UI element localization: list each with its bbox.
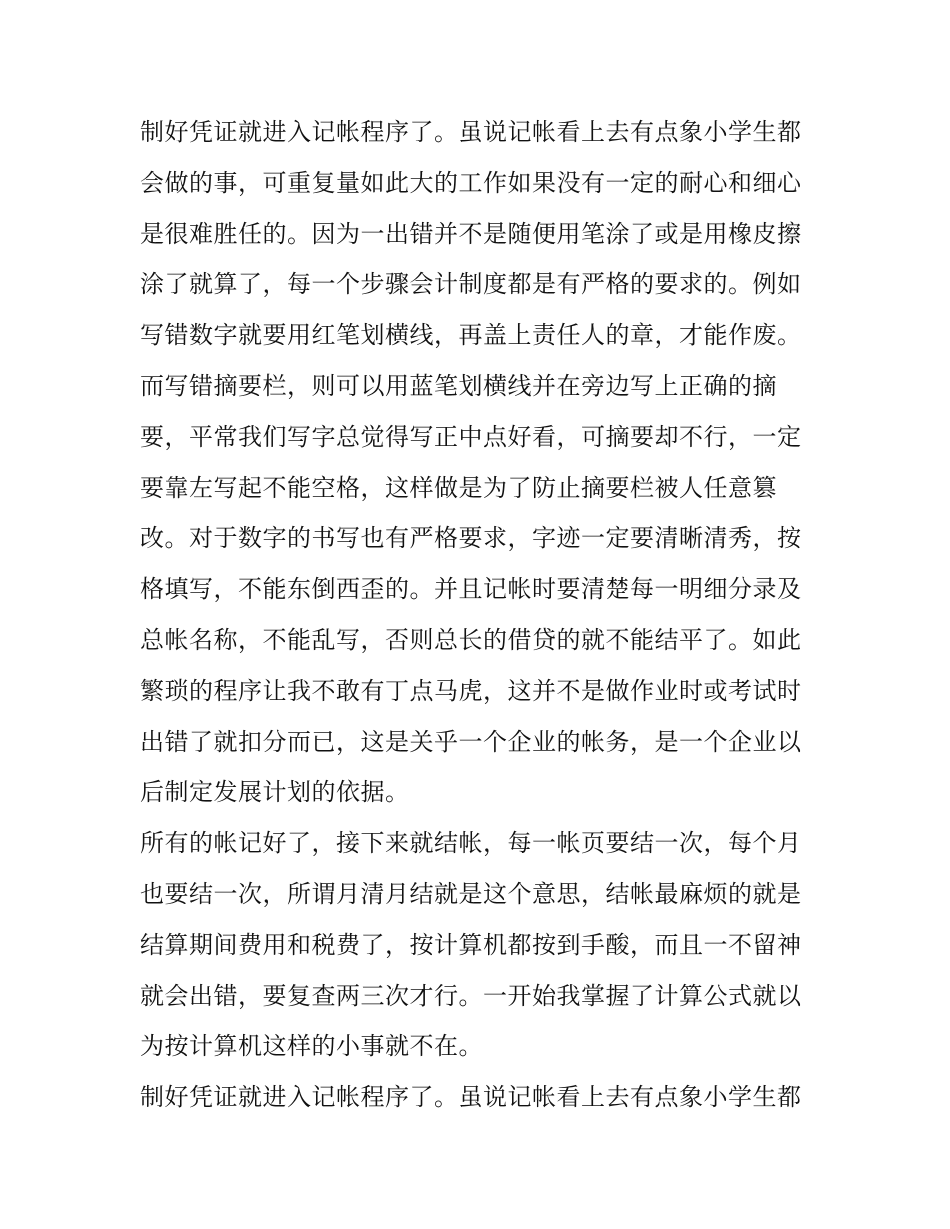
text-line: 制好凭证就进入记帐程序了。虽说记帐看上去有点象小学生都 bbox=[140, 118, 802, 146]
text-line: 所有的帐记好了，接下来就结帐，每一帐页要结一次，每个月 bbox=[140, 829, 802, 858]
text-line: 而写错摘要栏，则可以用蓝笔划横线并在旁边写上正确的摘 bbox=[140, 371, 777, 400]
text-line: 是很难胜任的。因为一出错并不是随便用笔涂了或是用橡皮擦 bbox=[140, 219, 802, 248]
document-body bbox=[140, 107, 820, 1123]
text-line: 就会出错，要复查两三次才行。一开始我掌握了计算公式就以 bbox=[140, 981, 802, 1010]
text-line: 格填写，不能东倒西歪的。并且记帐时要清楚每一明细分录及 bbox=[140, 575, 802, 604]
text-line: 也要结一次，所谓月清月结就是这个意思，结帐最麻烦的就是 bbox=[140, 879, 802, 908]
text-line: 要，平常我们写字总觉得写正中点好看，可摘要却不行，一定 bbox=[140, 422, 802, 451]
text-line: 写错数字就要用红笔划横线，再盖上责任人的章，才能作废。 bbox=[140, 321, 802, 350]
text-line: 后制定发展计划的依据。 bbox=[140, 778, 410, 807]
text-line: 总帐名称，不能乱写，否则总长的借贷的就不能结平了。如此 bbox=[140, 625, 802, 654]
text-line: 改。对于数字的书写也有严格要求，字迹一定要清晰清秀，按 bbox=[140, 524, 802, 553]
text-line: 繁琐的程序让我不敢有丁点马虎，这并不是做作业时或考试时 bbox=[140, 676, 802, 705]
text-line: 结算期间费用和税费了，按计算机都按到手酸，而且一不留神 bbox=[140, 930, 802, 959]
text-line: 为按计算机这样的小事就不在。 bbox=[140, 1032, 483, 1061]
text-line: 制好凭证就进入记帐程序了。虽说记帐看上去有点象小学生都 bbox=[140, 1083, 802, 1112]
text-line: 会做的事，可重复量如此大的工作如果没有一定的耐心和细心 bbox=[140, 168, 802, 197]
text-line: 要靠左写起不能空格，这样做是为了防止摘要栏被人任意篡 bbox=[140, 473, 777, 502]
text-line: 出错了就扣分而已，这是关乎一个企业的帐务，是一个企业以 bbox=[140, 727, 802, 756]
text-line: 涂了就算了，每一个步骤会计制度都是有严格的要求的。例如 bbox=[140, 270, 802, 299]
